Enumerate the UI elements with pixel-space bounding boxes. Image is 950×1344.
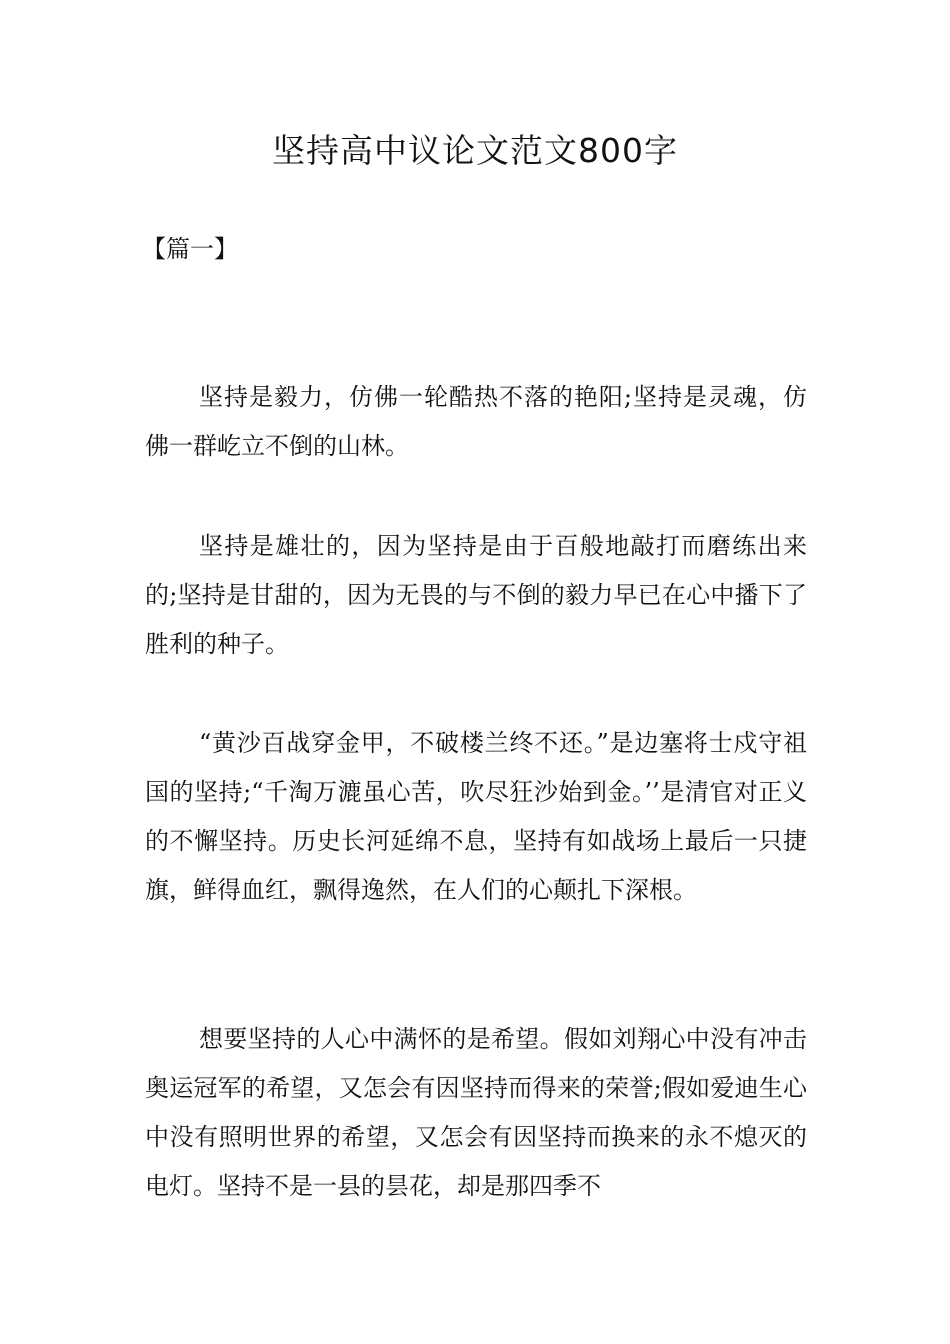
paragraph-3: “黄沙百战穿金甲，不破楼兰终不还。”是边塞将士戍守祖国的坚持;“千淘万漉虽心苦，吹尽狂沙始到金。’’是清官对正义的不懈坚持。历史长河延绵不息，坚持有如战场上最后一只捷旗，鲜得血红，飘得逸然，在人们的心颠扎下深根。 xyxy=(145,729,807,904)
paragraph-2: 坚持是雄壮的，因为坚持是由于百般地敲打而磨练出来的;坚持是甘甜的，因为无畏的与不倒的毅力早已在心中播下了胜利的种子。 xyxy=(145,532,807,658)
paragraph-4: 想要坚持的人心中满怀的是希望。假如刘翔心中没有冲击奥运冠军的希望，又怎会有因坚持而得来的荣誉;假如爱迪生心中没有照明世界的希望，又怎会有因坚持而换来的永不熄灭的电灯。坚持不是一县的昙花，却是那四季不 xyxy=(145,1025,807,1200)
section-label: 【篇一】 xyxy=(142,235,238,263)
document-title: 坚持高中议论文范文800字 xyxy=(272,131,678,170)
paragraph-1: 坚持是毅力，仿佛一轮酷热不落的艳阳;坚持是灵魂，仿佛一群屹立不倒的山林。 xyxy=(145,383,807,460)
